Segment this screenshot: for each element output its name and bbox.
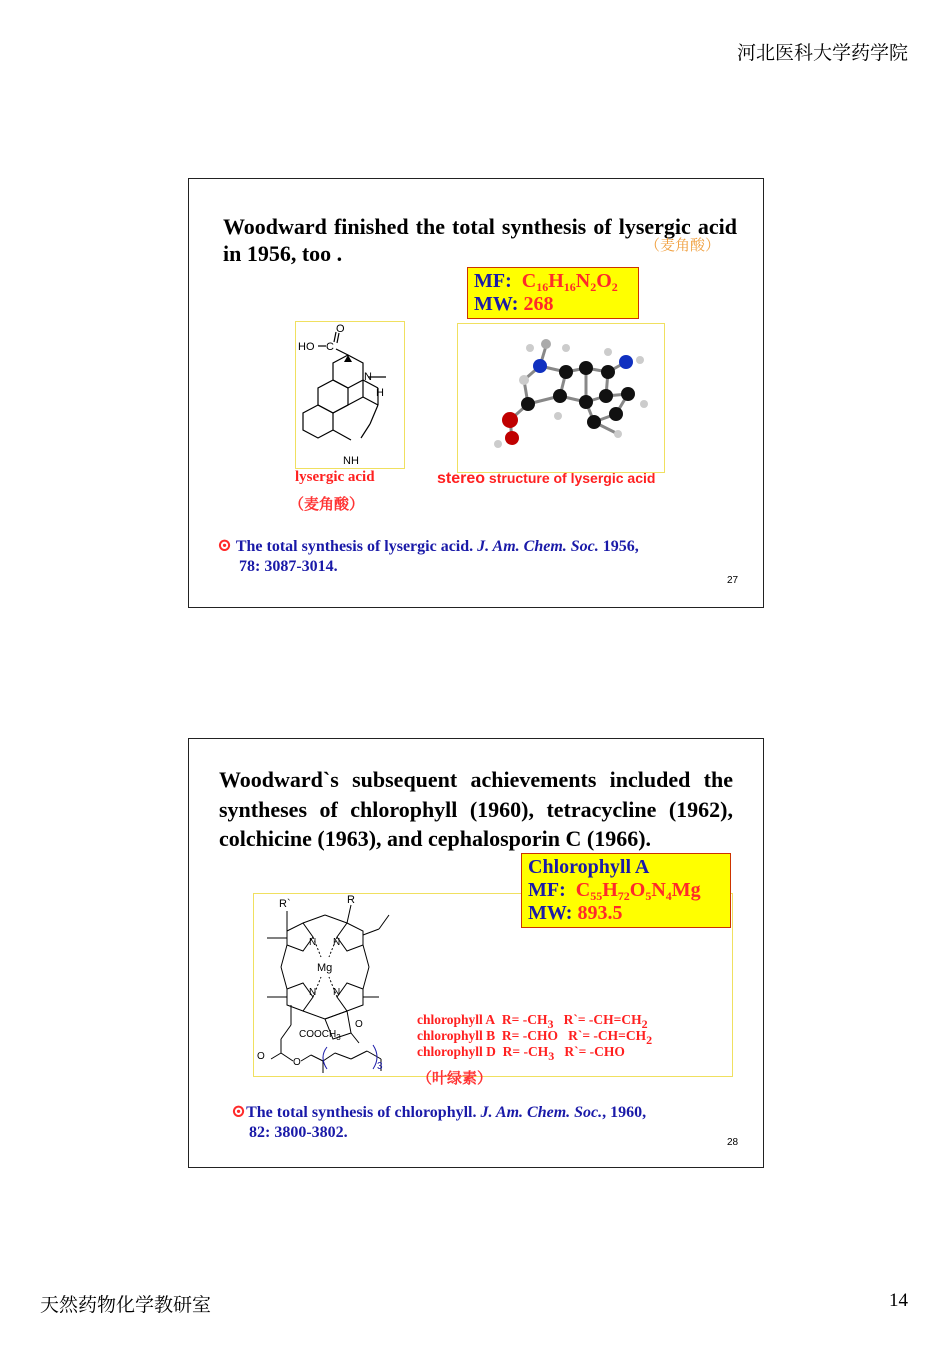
svg-text:R: R xyxy=(347,894,355,906)
svg-text:Mg: Mg xyxy=(317,962,333,974)
svg-text:NH: NH xyxy=(343,455,359,467)
svg-text:N: N xyxy=(333,987,341,998)
svg-text:R`: R` xyxy=(279,898,291,910)
department-footer: 天然药物化学教研室 xyxy=(40,1294,212,1316)
svg-text:O: O xyxy=(355,1019,363,1030)
molecular-formula: MF: $C_{55}H_{72}O_5N_4Mg$ xyxy=(528,879,701,903)
svg-text:COOCH3: $COOCH_3$ xyxy=(299,1029,341,1042)
bullet-icon: ⊙ xyxy=(217,535,233,555)
chlorophyll-skeleton-drawing xyxy=(251,893,401,1073)
svg-text:H: H xyxy=(376,387,384,399)
slide-title: Woodward finished the total synthesis of lysergic acid in 1956, too . xyxy=(223,214,737,266)
formula-box xyxy=(521,853,731,928)
lysergic-acid-structure xyxy=(295,321,405,469)
reference-citation: ⊙ The total synthesis of lysergic acid. J. Am. Chem. Soc. 1956, 78: 3087-3014. xyxy=(217,535,639,575)
compound-name: Chlorophyll A xyxy=(528,856,650,878)
lysergic-acid-skeleton-drawing xyxy=(296,322,404,468)
formula-box xyxy=(467,267,639,319)
title-chinese-annotation: （麦角酸） xyxy=(645,236,721,254)
svg-text:N: N xyxy=(309,937,317,948)
institution-header: 河北医科大学药学院 xyxy=(736,42,908,64)
svg-text:O: O xyxy=(257,1051,265,1062)
lysergic-acid-label: lysergic acid xyxy=(295,469,375,485)
svg-text:O: O xyxy=(293,1057,301,1068)
variant-row: chlorophyll D $R= -CH_3$ R`= -CHO xyxy=(417,1044,625,1063)
svg-text:C: C xyxy=(326,341,334,353)
stereo-ball-and-stick-model xyxy=(458,324,664,472)
reference-citation: ⊙The total synthesis of chlorophyll. J. Am. Chem. Soc., 1960, 82: 3800-3802. xyxy=(231,1101,647,1141)
svg-text:HO: HO xyxy=(298,341,315,353)
chlorophyll-chinese-label: （叶绿素） xyxy=(417,1069,493,1087)
slide-number: 27 xyxy=(727,575,739,586)
page-number: 14 xyxy=(889,1290,908,1311)
slide-27 xyxy=(188,178,764,608)
molecular-weight: MW: 893.5 xyxy=(528,902,623,924)
svg-text:3: 3 xyxy=(377,1061,383,1072)
chlorophyll-variants xyxy=(417,1012,653,1063)
slide-title: Woodward`s subsequent achievements included the syntheses of chlorophyll (1960), tetracycline (1962), colchicine (1963), and cephalosporin C (1966). xyxy=(219,767,733,851)
molecular-formula: MF: $C_{16}H_{16}N_2O_2$ xyxy=(474,270,618,294)
stereo-model-frame xyxy=(457,323,665,473)
svg-text:N: N xyxy=(309,987,317,998)
bullet-icon: ⊙ xyxy=(231,1101,247,1121)
slide-28 xyxy=(188,738,764,1168)
svg-text:N: N xyxy=(364,371,372,383)
stereo-structure-label: stereo structure of lysergic acid xyxy=(437,470,656,487)
svg-text:N: N xyxy=(333,937,341,948)
molecular-weight: MW: 268 xyxy=(474,293,554,315)
variant-row: chlorophyll A $R= -CH_3$ R`= $-CH=CH_2$ xyxy=(417,1012,648,1031)
svg-text:O: O xyxy=(336,323,345,335)
slide-number: 28 xyxy=(727,1137,739,1148)
variant-row: chlorophyll B R= -CHO R`= $-CH=CH_2$ xyxy=(417,1028,653,1047)
lysergic-acid-chinese-label: （麦角酸） xyxy=(289,495,365,513)
